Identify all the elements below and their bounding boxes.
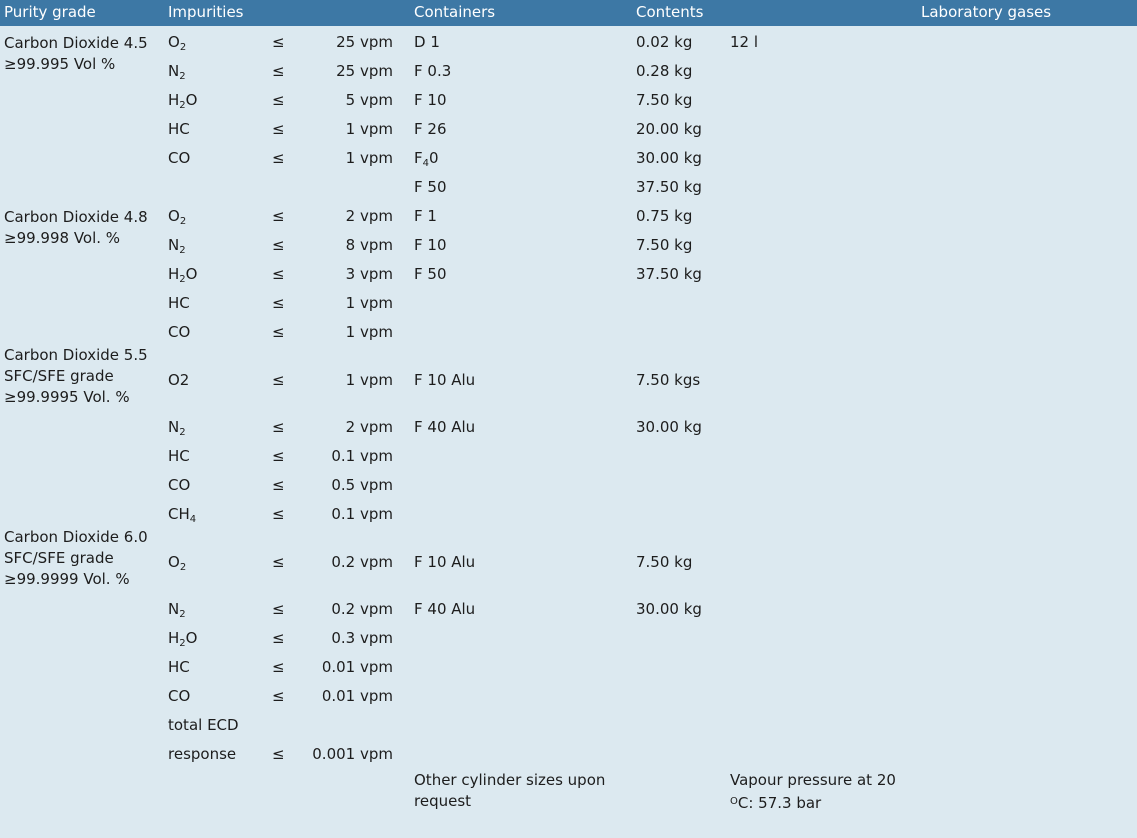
impurity-species: response <box>168 745 237 763</box>
impurity-value: 0.5 vpm <box>331 476 393 494</box>
vapour-pressure-line1: Vapour pressure at 20 <box>730 771 896 789</box>
container-name: F 40 Alu <box>414 418 476 436</box>
impurity-operator: ≤ <box>272 745 285 763</box>
purity-grade-line: Carbon Dioxide 4.8 <box>4 208 148 226</box>
impurity-value: 2 vpm <box>345 207 393 225</box>
impurity-operator: ≤ <box>272 149 285 167</box>
impurity-species: HC <box>168 658 190 676</box>
impurity-value: 25 vpm <box>336 33 393 51</box>
impurity-value: 0.01 vpm <box>321 658 393 676</box>
purity-grade-cell <box>4 33 164 75</box>
column-header-laboratory-gases: Laboratory gases <box>921 3 1052 21</box>
container-name: F 26 <box>414 120 447 138</box>
purity-grade-line: ≥99.995 Vol % <box>4 55 116 73</box>
contents-value: 7.50 kg <box>636 236 693 254</box>
impurity-species: CO <box>168 687 191 705</box>
purity-grade-line: ≥99.9995 Vol. % <box>4 388 130 406</box>
impurity-operator: ≤ <box>272 553 285 571</box>
impurity-value: 1 vpm <box>345 120 393 138</box>
impurity-species: $N_2$ <box>168 236 186 256</box>
impurity-species: $CH_4$ <box>168 505 197 525</box>
container-name: F 50 <box>414 265 447 283</box>
contents-value: 0.75 kg <box>636 207 693 225</box>
container-name: F 10 Alu <box>414 553 476 571</box>
impurity-species: HC <box>168 447 190 465</box>
impurity-operator: ≤ <box>272 476 285 494</box>
laboratory-gases-value: 12 l <box>730 33 759 51</box>
impurity-value: 0.1 vpm <box>331 505 393 523</box>
purity-grade-line: Carbon Dioxide 4.5 <box>4 34 148 52</box>
impurity-operator: ≤ <box>272 265 285 283</box>
purity-grade-cell <box>4 527 164 590</box>
contents-value: 0.02 kg <box>636 33 693 51</box>
contents-value: 0.28 kg <box>636 62 693 80</box>
column-header-impurities: Impurities <box>168 3 244 21</box>
container-name: $F_40$ <box>414 149 439 169</box>
contents-value: 7.50 kg <box>636 553 693 571</box>
impurity-species: $H_2O$ <box>168 629 198 649</box>
impurity-species: $N_2$ <box>168 62 186 82</box>
column-header-containers: Containers <box>414 3 496 21</box>
container-name: F 40 Alu <box>414 600 476 618</box>
impurity-species: $H_2O$ <box>168 91 198 111</box>
column-header-contents: Contents <box>636 3 704 21</box>
impurity-species: $O_2$ <box>168 207 187 227</box>
impurity-operator: ≤ <box>272 505 285 523</box>
purity-grade-line: Carbon Dioxide 6.0 <box>4 528 148 546</box>
vapour-pressure-footnote <box>730 770 980 814</box>
impurity-species: HC <box>168 120 190 138</box>
contents-value: 37.50 kg <box>636 265 702 283</box>
containers-footnote: Other cylinder sizes upon request <box>414 771 606 810</box>
impurity-species: HC <box>168 294 190 312</box>
impurity-value: 5 vpm <box>345 91 393 109</box>
impurity-species: CO <box>168 323 191 341</box>
purity-grade-line: SFC/SFE grade <box>4 367 114 385</box>
container-name: D 1 <box>414 33 440 51</box>
impurity-operator: ≤ <box>272 447 285 465</box>
impurity-species: O2 <box>168 371 190 389</box>
contents-value: 30.00 kg <box>636 149 702 167</box>
impurity-species: $N_2$ <box>168 418 186 438</box>
impurity-value: 1 vpm <box>345 323 393 341</box>
impurity-value: 3 vpm <box>345 265 393 283</box>
purity-grade-line: Carbon Dioxide 5.5 <box>4 346 148 364</box>
impurity-operator: ≤ <box>272 323 285 341</box>
purity-grade-line: ≥99.998 Vol. % <box>4 229 121 247</box>
impurity-operator: ≤ <box>272 236 285 254</box>
container-name: F 0.3 <box>414 62 452 80</box>
impurity-operator: ≤ <box>272 629 285 647</box>
impurity-operator: ≤ <box>272 294 285 312</box>
impurity-species: $H_2O$ <box>168 265 198 285</box>
impurity-value: 2 vpm <box>345 418 393 436</box>
impurity-operator: ≤ <box>272 687 285 705</box>
impurity-operator: ≤ <box>272 658 285 676</box>
contents-value: 30.00 kg <box>636 600 702 618</box>
impurity-species: CO <box>168 149 191 167</box>
purity-grade-cell <box>4 207 164 249</box>
impurity-operator: ≤ <box>272 600 285 618</box>
impurity-value: 0.1 vpm <box>331 447 393 465</box>
impurity-species: $O_2$ <box>168 33 187 53</box>
impurity-value: 0.3 vpm <box>331 629 393 647</box>
impurity-operator: ≤ <box>272 91 285 109</box>
impurity-operator: ≤ <box>272 207 285 225</box>
impurity-value: 0.001 vpm <box>312 745 393 763</box>
impurity-operator: ≤ <box>272 62 285 80</box>
impurity-operator: ≤ <box>272 371 285 389</box>
impurity-value: 0.01 vpm <box>321 687 393 705</box>
impurity-operator: ≤ <box>272 120 285 138</box>
contents-value: 37.50 kg <box>636 178 702 196</box>
column-header-purity-grade: Purity grade <box>4 3 96 21</box>
contents-value: 7.50 kg <box>636 91 693 109</box>
container-name: F 10 Alu <box>414 371 476 389</box>
container-name: F 1 <box>414 207 437 225</box>
purity-grade-line: ≥99.9999 Vol. % <box>4 570 130 588</box>
impurity-value: 0.2 vpm <box>331 553 393 571</box>
contents-value: 7.50 kgs <box>636 371 701 389</box>
contents-value: 20.00 kg <box>636 120 702 138</box>
contents-value: 30.00 kg <box>636 418 702 436</box>
impurity-value: 0.2 vpm <box>331 600 393 618</box>
impurity-species: $N_2$ <box>168 600 186 620</box>
impurity-operator: ≤ <box>272 418 285 436</box>
container-name: F 50 <box>414 178 447 196</box>
purity-grade-line: SFC/SFE grade <box>4 549 114 567</box>
purity-grade-cell <box>4 345 164 408</box>
impurity-species: $O_2$ <box>168 553 187 573</box>
impurity-value: 8 vpm <box>345 236 393 254</box>
impurity-value: 1 vpm <box>345 149 393 167</box>
vapour-pressure-line2: $^O$C: 57.3 bar <box>730 794 822 813</box>
impurity-value: 1 vpm <box>345 294 393 312</box>
impurity-species: CO <box>168 476 191 494</box>
impurity-value: 25 vpm <box>336 62 393 80</box>
container-name: F 10 <box>414 91 447 109</box>
container-name: F 10 <box>414 236 447 254</box>
impurity-operator: ≤ <box>272 33 285 51</box>
impurity-value: 1 vpm <box>345 371 393 389</box>
impurity-species: total ECD <box>168 716 239 734</box>
